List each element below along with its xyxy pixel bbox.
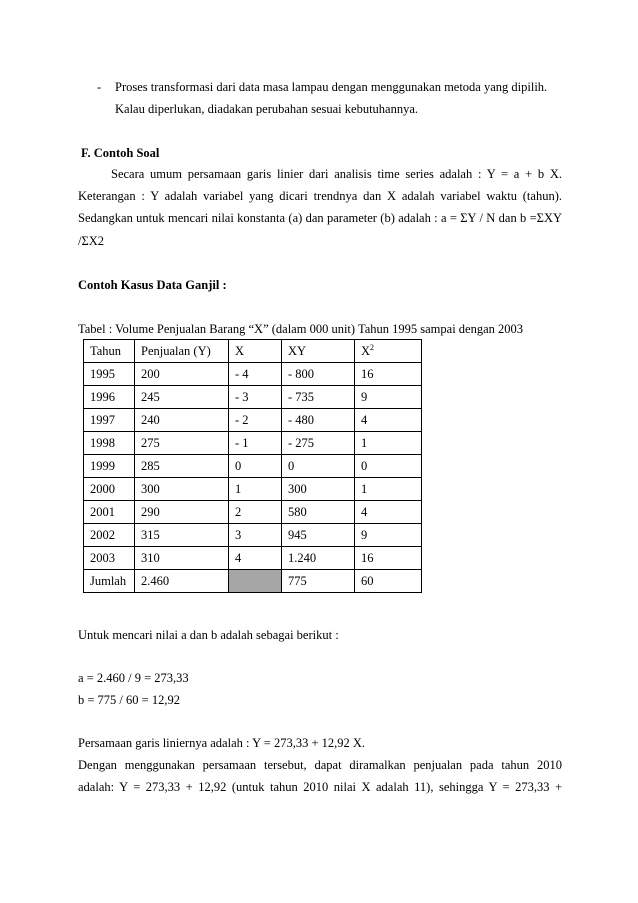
- table-cell: 2000: [84, 478, 135, 501]
- table-cell: - 3: [229, 386, 282, 409]
- paragraph-line-4: /ΣX2: [78, 234, 105, 248]
- table-cell: - 4: [229, 363, 282, 386]
- table-cell: 2003: [84, 547, 135, 570]
- bullet-dash: -: [97, 80, 102, 94]
- table-cell: 945: [282, 524, 355, 547]
- table-row: [84, 524, 422, 547]
- table-cell: - 1: [229, 432, 282, 455]
- sales-table: [83, 339, 422, 593]
- table-cell: 9: [355, 524, 422, 547]
- total-label: Jumlah: [84, 570, 135, 593]
- table-cell: 1997: [84, 409, 135, 432]
- total-cell: 60: [355, 570, 422, 593]
- table-row: [84, 363, 422, 386]
- header-cell: XY: [282, 340, 355, 363]
- table-cell: 16: [355, 547, 422, 570]
- table-row: [84, 409, 422, 432]
- bullet-text-line-1: Proses transformasi dari data masa lampau dengan menggunakan metoda yang dipilih.: [115, 80, 548, 94]
- table-cell: 580: [282, 501, 355, 524]
- table-cell: - 480: [282, 409, 355, 432]
- table-cell: - 800: [282, 363, 355, 386]
- table-row: [84, 501, 422, 524]
- table-cell: 2002: [84, 524, 135, 547]
- table-row: [84, 455, 422, 478]
- table-cell: 1999: [84, 455, 135, 478]
- table-cell: 290: [135, 501, 229, 524]
- table-cell: 315: [135, 524, 229, 547]
- table-cell: 1995: [84, 363, 135, 386]
- table-cell: 2: [229, 501, 282, 524]
- header-cell: [355, 340, 422, 363]
- paragraph-line-2: Keterangan : Y adalah variabel yang dicari trendnya dan X adalah variabel waktu (tahun).: [78, 189, 562, 203]
- total-cell: 775: [282, 570, 355, 593]
- table-cell: 200: [135, 363, 229, 386]
- header-cell: X: [229, 340, 282, 363]
- table-cell: 1.240: [282, 547, 355, 570]
- table-row: [84, 547, 422, 570]
- header-superscript: 2: [370, 342, 375, 352]
- total-cell: 2.460: [135, 570, 229, 593]
- header-cell: Tahun: [84, 340, 135, 363]
- table-cell: 1996: [84, 386, 135, 409]
- table-cell: 0: [229, 455, 282, 478]
- calc-intro: Untuk mencari nilai a dan b adalah sebagai berikut :: [78, 628, 339, 642]
- calc-b: b = 775 / 60 = 12,92: [78, 693, 180, 707]
- paragraph-line-3: Sedangkan untuk mencari nilai konstanta (a) dan parameter (b) adalah : a = ΣY / N dan b =ΣXY: [78, 211, 562, 225]
- table-cell: - 735: [282, 386, 355, 409]
- table-row: [84, 432, 422, 455]
- bullet-text-line-2: Kalau diperlukan, diadakan perubahan sesuai kebutuhannya.: [115, 102, 419, 116]
- table-cell: 2001: [84, 501, 135, 524]
- calc-a: a = 2.460 / 9 = 273,33: [78, 671, 189, 685]
- table-header-row: [84, 340, 422, 363]
- result-line-2: Dengan menggunakan persamaan tersebut, dapat diramalkan penjualan pada tahun 2010: [78, 758, 562, 772]
- table-cell: 1: [229, 478, 282, 501]
- table-cell: 1998: [84, 432, 135, 455]
- table-cell: 1: [355, 432, 422, 455]
- table-total-row: [84, 570, 422, 593]
- paragraph-line-1: Secara umum persamaan garis linier dari analisis time series adalah : Y = a + b X.: [111, 167, 562, 181]
- shaded-empty-cell: [229, 570, 282, 593]
- table-cell: 1: [355, 478, 422, 501]
- table-cell: 275: [135, 432, 229, 455]
- table-cell: 16: [355, 363, 422, 386]
- table-cell: 245: [135, 386, 229, 409]
- table-cell: 0: [282, 455, 355, 478]
- table-cell: - 2: [229, 409, 282, 432]
- table-cell: 4: [229, 547, 282, 570]
- table-row: [84, 478, 422, 501]
- header-x-text: X: [361, 343, 371, 358]
- table-cell: 0: [355, 455, 422, 478]
- table-cell: 285: [135, 455, 229, 478]
- table-cell: 240: [135, 409, 229, 432]
- case-heading: Contoh Kasus Data Ganjil :: [78, 278, 227, 292]
- table-cell: 300: [135, 478, 229, 501]
- table-cell: - 275: [282, 432, 355, 455]
- result-line-1: Persamaan garis liniernya adalah : Y = 273,33 + 12,92 X.: [78, 736, 366, 750]
- result-line-3: adalah: Y = 273,33 + 12,92 (untuk tahun 2010 nilai X adalah 11), sehingga Y = 273,33 +: [78, 780, 562, 794]
- table-cell: 9: [355, 386, 422, 409]
- table-cell: 310: [135, 547, 229, 570]
- section-heading: F. Contoh Soal: [81, 146, 160, 160]
- table-row: [84, 386, 422, 409]
- table-cell: 4: [355, 501, 422, 524]
- table-caption: Tabel : Volume Penjualan Barang “X” (dalam 000 unit) Tahun 1995 sampai dengan 2003: [78, 322, 524, 336]
- header-cell: Penjualan (Y): [135, 340, 229, 363]
- table-cell: 3: [229, 524, 282, 547]
- table-cell: 300: [282, 478, 355, 501]
- table-cell: 4: [355, 409, 422, 432]
